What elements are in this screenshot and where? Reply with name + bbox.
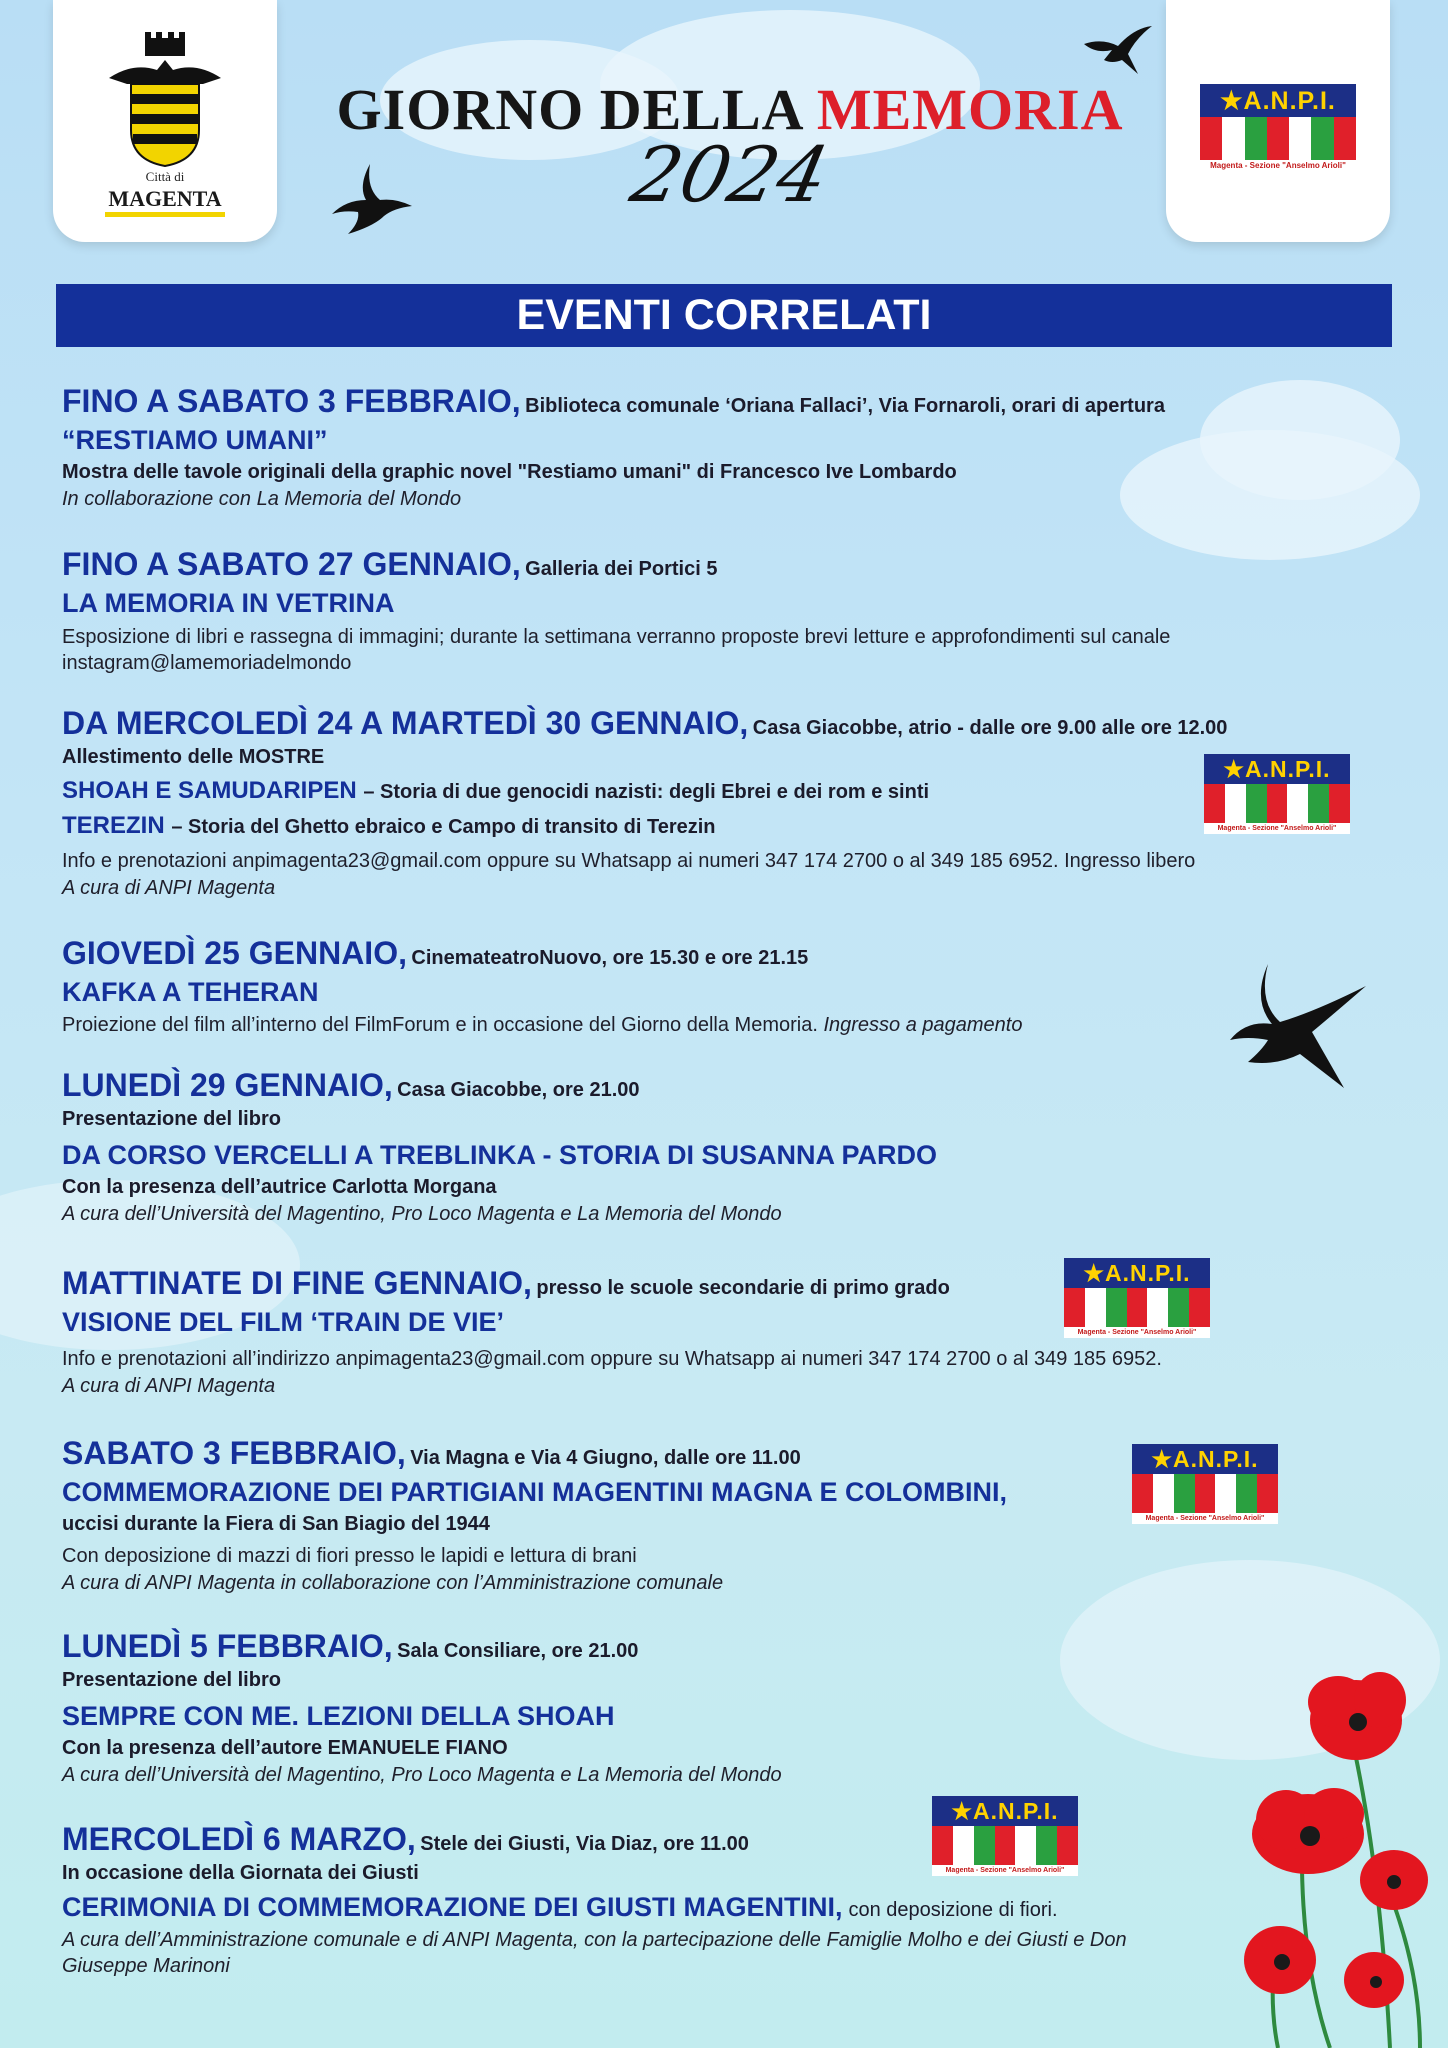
title-year: 2024 (623, 130, 837, 219)
event-date: FINO A SABATO 3 FEBBRAIO, (62, 383, 521, 419)
event-ticket-note: Ingresso a pagamento (823, 1013, 1023, 1036)
event-description: Mostra delle tavole originali della graphic novel "Restiamo umani" di Francesco Ive Lombardo (62, 460, 957, 483)
event-description: Esposizione di libri e rassegna di immagini; durante la settimana verranno proposte brevi letture e approfondimenti sul canale instagram@lamemoriadelmondo (62, 625, 1171, 674)
section-banner: EVENTI CORRELATI (56, 284, 1392, 347)
event-date: LUNEDÌ 29 GENNAIO, (62, 1067, 393, 1103)
anpi-logo-caption: Magenta - Sezione "Anselmo Arioli" (1064, 1327, 1210, 1338)
exhibit-description: – Storia del Ghetto ebraico e Campo di transito di Terezin (171, 816, 716, 839)
event-item (62, 382, 1392, 511)
event-headline: KAFKA A TEHERAN (62, 977, 319, 1008)
anpi-logo-caption: Magenta - Sezione "Anselmo Arioli" (1200, 160, 1356, 172)
event-item (62, 934, 1392, 1037)
event-intro: In occasione della Giornata dei Giusti (62, 1862, 419, 1885)
anpi-logo-name: ★A.N.P.I. (932, 1796, 1078, 1826)
event-date: FINO A SABATO 27 GENNAIO, (62, 546, 521, 582)
exhibit-title: TEREZIN (62, 812, 165, 840)
event-note: A cura dell’Università del Magentino, Pro Loco Magenta e La Memoria del Mondo (62, 1763, 782, 1786)
anpi-logo-name: ★A.N.P.I. (1132, 1444, 1278, 1474)
anpi-logo-caption: Magenta - Sezione "Anselmo Arioli" (1204, 823, 1350, 834)
event-location: Galleria dei Portici 5 (525, 558, 718, 580)
anpi-flag-stripes (1204, 784, 1350, 822)
event-intro: Presentazione del libro (62, 1669, 281, 1692)
city-logo-card (53, 0, 277, 242)
event-note: A cura di ANPI Magenta in collaborazione con l’Amministrazione comunale (62, 1571, 724, 1594)
event-description: Proiezione del film all’interno del FilmForum e in occasione del Giorno della Memoria. (62, 1013, 818, 1036)
swallow-bird-icon (1082, 24, 1154, 78)
exhibit-title: SHOAH E SAMUDARIPEN (62, 777, 357, 805)
event-location: Via Magna e Via 4 Giugno, dalle ore 11.00 (410, 1447, 801, 1469)
event-note: In collaborazione con La Memoria del Mondo (62, 487, 462, 510)
title-part-1: GIORNO DELLA (336, 77, 802, 142)
event-date: GIOVEDÌ 25 GENNAIO, (62, 935, 407, 971)
event-info: Info e prenotazioni anpimagenta23@gmail.com oppure su Whatsapp ai numeri 347 174 2700 o al 349 185 6952. Ingresso libero (62, 849, 1196, 872)
event-location: Stele dei Giusti, Via Diaz, ore 11.00 (420, 1833, 749, 1855)
event-headline: VISIONE DEL FILM ‘TRAIN DE VIE’ (62, 1307, 505, 1338)
exhibit-description: – Storia di due genocidi nazisti: degli Ebrei e dei rom e sinti (363, 781, 930, 804)
city-yellow-bar (105, 212, 225, 217)
event-note: A cura dell’Amministrazione comunale e di ANPI Magenta, con la partecipazione delle Famiglie Molho e dei Giusti e Don Giuseppe Marinoni (62, 1928, 1127, 1977)
event-item (62, 1820, 1392, 1979)
anpi-flag-stripes (1200, 117, 1356, 159)
anpi-flag-stripes (1132, 1474, 1278, 1512)
event-headline: LA MEMORIA IN VETRINA (62, 588, 395, 619)
city-label-big: MAGENTA (108, 186, 222, 211)
event-date: MATTINATE DI FINE GENNAIO, (62, 1265, 532, 1301)
event-location: Biblioteca comunale ‘Oriana Fallaci’, Via Fornaroli, orari di apertura (525, 395, 1165, 417)
event-headline-suffix: con deposizione di fiori. (848, 1899, 1058, 1922)
event-location: CinemateatroNuovo, ore 15.30 e ore 21.15 (411, 947, 809, 969)
anpi-logo-name: ★A.N.P.I. (1064, 1258, 1210, 1288)
anpi-logo-name: ★A.N.P.I. (1204, 754, 1350, 784)
anpi-logo (1132, 1444, 1278, 1524)
anpi-logo-card (1166, 0, 1390, 242)
event-intro: Presentazione del libro (62, 1108, 281, 1131)
event-headline: DA CORSO VERCELLI A TREBLINKA - STORIA DI SUSANNA PARDO (62, 1140, 938, 1171)
city-label-small: Città di (145, 169, 185, 184)
event-note: A cura dell’Università del Magentino, Pro Loco Magenta e La Memoria del Mondo (62, 1202, 782, 1225)
city-crest-icon (53, 0, 277, 170)
event-guest: Con la presenza dell’autrice Carlotta Morgana (62, 1175, 497, 1198)
event-headline: COMMEMORAZIONE DEI PARTIGIANI MAGENTINI MAGNA E COLOMBINI, (62, 1477, 1007, 1508)
event-item (62, 704, 1392, 900)
event-location: Casa Giacobbe, ore 21.00 (397, 1079, 640, 1101)
event-location: Sala Consiliare, ore 21.00 (397, 1640, 639, 1662)
event-headline: CERIMONIA DI COMMEMORAZIONE DEI GIUSTI MAGENTINI, (62, 1892, 843, 1923)
event-date: SABATO 3 FEBBRAIO, (62, 1435, 406, 1471)
event-subtitle: uccisi durante la Fiera di San Biagio del 1944 (62, 1512, 490, 1535)
swallow-bird-icon (330, 160, 414, 238)
event-intro: Allestimento delle MOSTRE (62, 746, 325, 769)
anpi-logo (1204, 754, 1350, 834)
anpi-flag-stripes (1064, 1288, 1210, 1326)
event-info: Info e prenotazioni all’indirizzo anpimagenta23@gmail.com oppure su Whatsapp ai numeri 347 174 2700 o al 349 185 6952. (62, 1347, 1162, 1370)
anpi-logo (1064, 1258, 1210, 1338)
anpi-logo-caption: Magenta - Sezione "Anselmo Arioli" (932, 1865, 1078, 1876)
event-description: Con deposizione di mazzi di fiori presso le lapidi e lettura di brani (62, 1544, 637, 1567)
event-item (62, 1627, 1392, 1787)
event-date: LUNEDÌ 5 FEBBRAIO, (62, 1628, 393, 1664)
anpi-logo (932, 1796, 1078, 1876)
event-date: MERCOLEDÌ 6 MARZO, (62, 1821, 416, 1857)
anpi-logo-name: ★A.N.P.I. (1200, 84, 1356, 117)
event-note: A cura di ANPI Magenta (62, 876, 276, 899)
anpi-flag-stripes (932, 1826, 1078, 1864)
event-headline: “RESTIAMO UMANI” (62, 425, 328, 456)
event-note: A cura di ANPI Magenta (62, 1374, 276, 1397)
event-location: presso le scuole secondarie di primo grado (536, 1277, 950, 1299)
event-date: DA MERCOLEDÌ 24 A MARTEDÌ 30 GENNAIO, (62, 705, 749, 741)
event-item (62, 1066, 1392, 1226)
event-location: Casa Giacobbe, atrio - dalle ore 9.00 alle ore 12.00 (752, 717, 1228, 739)
event-headline: SEMPRE CON ME. LEZIONI DELLA SHOAH (62, 1701, 615, 1732)
event-guest: Con la presenza dell’autore EMANUELE FIANO (62, 1736, 508, 1759)
event-item (62, 545, 1392, 676)
anpi-logo-caption: Magenta - Sezione "Anselmo Arioli" (1132, 1513, 1278, 1524)
anpi-logo (1200, 84, 1356, 172)
title-part-2: MEMORIA (816, 77, 1124, 142)
